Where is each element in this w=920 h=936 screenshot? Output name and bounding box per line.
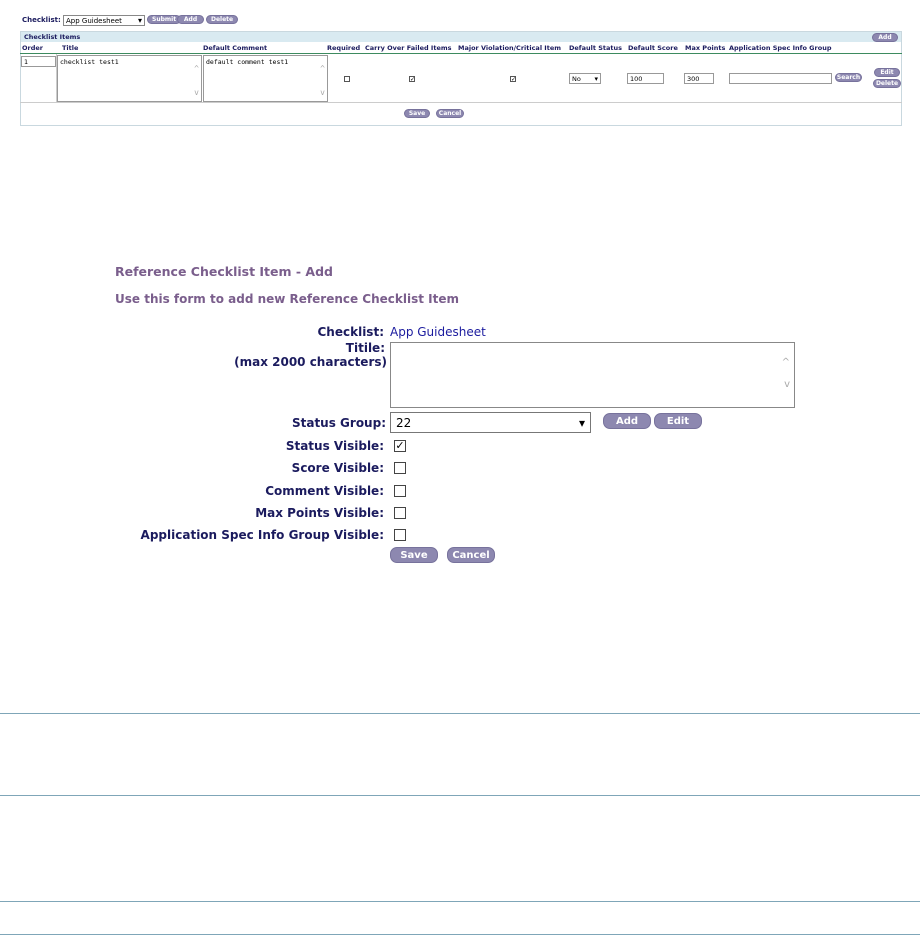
scroll-down-icon: v	[194, 88, 199, 97]
score-visible-label: Score Visible:	[291, 461, 384, 475]
col-major-violation: Major Violation/Critical Item	[458, 44, 562, 52]
row-divider	[20, 102, 902, 103]
spec-info-group-visible-label: Application Spec Info Group Visible:	[140, 528, 384, 542]
divider-rule	[0, 901, 920, 902]
title-field-label: Titile:	[345, 341, 385, 355]
edit-item-button[interactable]: Edit	[874, 68, 900, 77]
max-points-input[interactable]	[684, 73, 714, 84]
default-score-input[interactable]	[627, 73, 664, 84]
delete-item-button[interactable]: Delete	[873, 79, 901, 88]
title-field-hint: (max 2000 characters)	[234, 355, 387, 369]
status-visible-checkbox[interactable]	[394, 440, 406, 452]
scroll-down-icon: v	[784, 379, 790, 390]
item-comment-textarea[interactable]	[203, 55, 328, 102]
scroll-up-icon: ^	[194, 64, 199, 73]
max-points-visible-checkbox[interactable]	[394, 507, 406, 519]
scroll-down-icon: v	[320, 88, 325, 97]
col-default-score: Default Score	[628, 44, 678, 52]
col-default-status: Default Status	[569, 44, 623, 52]
delete-checklist-button[interactable]: Delete	[206, 15, 238, 24]
checkmark-icon: ✓	[511, 76, 517, 83]
form-subheading: Use this form to add new Reference Checklist Item	[115, 292, 460, 306]
order-input[interactable]	[21, 56, 56, 67]
order-input-value: 1	[24, 57, 29, 66]
chevron-down-icon: ▾	[594, 74, 598, 83]
spec-info-group-input[interactable]	[729, 73, 832, 84]
checklist-items-title: Checklist Items	[24, 33, 81, 41]
max-points-visible-label: Max Points Visible:	[255, 506, 384, 520]
add-checklist-button[interactable]: Add	[177, 15, 204, 24]
col-order: Order	[22, 44, 43, 52]
col-max-points: Max Points	[685, 44, 726, 52]
major-violation-checkbox[interactable]	[510, 76, 516, 82]
checklist-items-header	[21, 32, 901, 42]
status-visible-label: Status Visible:	[285, 439, 384, 453]
col-title: Title	[62, 44, 79, 52]
checklist-select-value: App Guidesheet	[66, 16, 122, 25]
col-default-comment: Default Comment	[203, 44, 268, 52]
status-group-select[interactable]	[390, 412, 591, 433]
add-status-group-button[interactable]: Add	[603, 413, 651, 429]
form-heading: Reference Checklist Item - Add	[115, 264, 333, 279]
score-visible-checkbox[interactable]	[394, 462, 406, 474]
default-status-value: No	[572, 74, 581, 83]
panel-save-button[interactable]: Save	[404, 109, 430, 118]
divider-rule	[0, 713, 920, 714]
panel-cancel-button[interactable]: Cancel	[436, 109, 464, 118]
form-cancel-button[interactable]: Cancel	[447, 547, 495, 563]
required-checkbox[interactable]	[344, 76, 350, 82]
default-status-select[interactable]	[569, 73, 601, 84]
submit-button[interactable]: Submit	[147, 15, 181, 24]
chevron-down-icon: ▾	[578, 415, 585, 430]
divider-rule	[0, 795, 920, 796]
title-textarea[interactable]	[390, 342, 795, 408]
spec-info-group-visible-checkbox[interactable]	[394, 529, 406, 541]
item-comment-value: default comment test1	[206, 58, 289, 66]
default-score-value: 100	[630, 74, 643, 83]
status-group-label: Status Group:	[291, 416, 386, 430]
checkmark-icon: ✓	[395, 439, 405, 452]
item-title-textarea[interactable]	[57, 55, 202, 102]
checklist-field-label: Checklist:	[317, 325, 384, 339]
carry-over-checkbox[interactable]	[409, 76, 415, 82]
chevron-down-icon: ▾	[137, 16, 142, 25]
col-required: Required	[327, 44, 361, 52]
status-group-value: 22	[396, 415, 412, 430]
search-button[interactable]: Search	[836, 74, 861, 81]
scroll-up-icon: ^	[781, 357, 790, 368]
col-spec-info-group: Application Spec Info Group	[729, 44, 832, 52]
add-item-button[interactable]: Add	[872, 33, 898, 42]
comment-visible-label: Comment Visible:	[265, 484, 384, 498]
header-divider	[20, 53, 902, 54]
checklist-select[interactable]	[63, 15, 145, 26]
checklist-label: Checklist:	[22, 16, 61, 24]
checkmark-icon: ✓	[410, 76, 416, 83]
checklist-field-value[interactable]: App Guidesheet	[390, 325, 486, 339]
col-carry-over: Carry Over Failed Items	[365, 44, 452, 52]
item-title-value: checklist test1	[60, 58, 119, 66]
edit-status-group-button[interactable]: Edit	[654, 413, 702, 429]
form-save-button[interactable]: Save	[390, 547, 438, 563]
max-points-value: 300	[687, 74, 700, 83]
scroll-up-icon: ^	[320, 64, 325, 73]
comment-visible-checkbox[interactable]	[394, 485, 406, 497]
divider-rule	[0, 934, 920, 935]
